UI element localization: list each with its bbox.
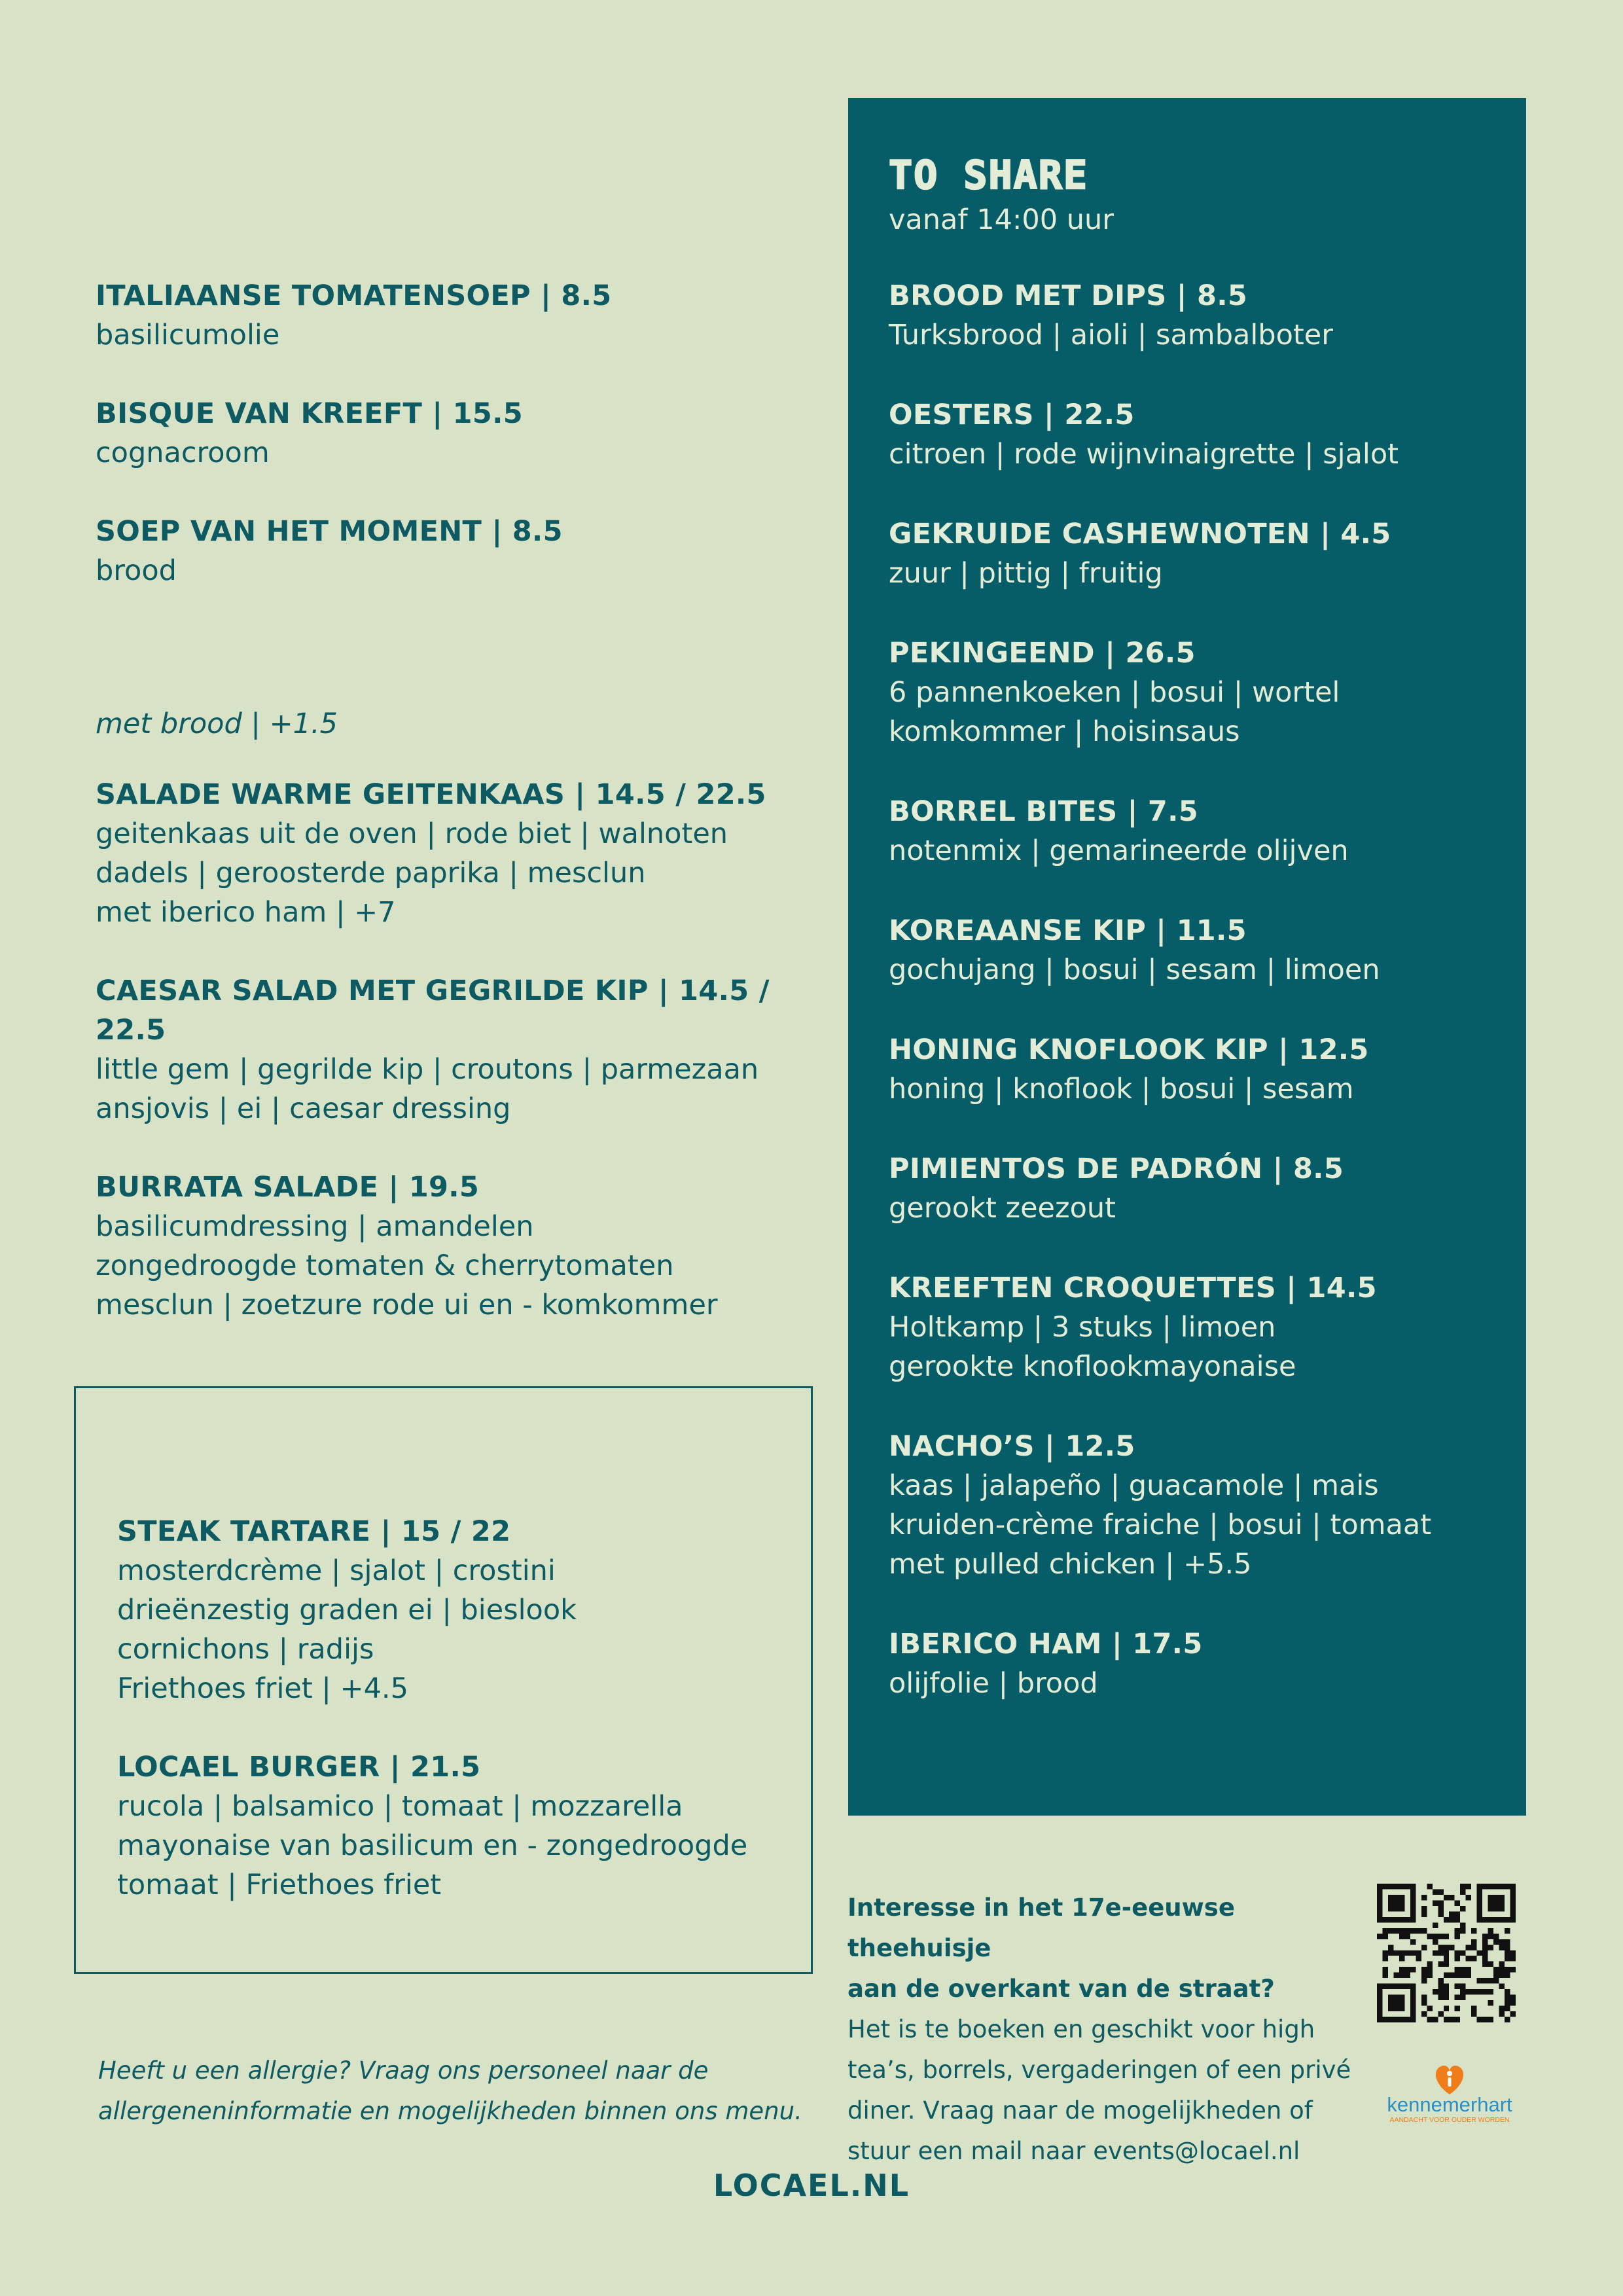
kennemerhart-logo <box>1368 2054 1531 2126</box>
section-title-soep: SOEP <box>96 193 196 239</box>
section-title-to-share: TO SHARE <box>889 152 1088 198</box>
menu-item-description: mayonaise van basilicum en - zongedroogde <box>117 1829 748 1862</box>
menu-item <box>117 1512 798 1708</box>
menu-item-name: CAESAR SALAD MET GEGRILDE KIP | 14.5 / 22.5 <box>96 975 770 1047</box>
logo-name: kennemerhart <box>1387 2093 1512 2116</box>
menu-item <box>889 1268 1504 1386</box>
menu-item-description: met iberico ham | +7 <box>96 896 396 929</box>
menu-item-description: gerookte knoflookmayonaise <box>889 1350 1296 1383</box>
site-url[interactable]: LOCAEL.NL <box>713 2168 910 2203</box>
menu-item-description: mesclun | zoetzure rode ui en - komkommer <box>96 1289 718 1321</box>
menu-item-name: NACHO’S | 12.5 <box>889 1430 1135 1463</box>
menu-item-description: met pulled chicken | +5.5 <box>889 1548 1252 1581</box>
menu-item-name: KOREAANSE KIP | 11.5 <box>889 914 1247 947</box>
menu-item-description: gerookt zeezout <box>889 1192 1116 1225</box>
menu-item <box>889 1624 1504 1703</box>
menu-item <box>96 512 848 590</box>
menu-item-description: 6 pannenkoeken | bosui | wortel <box>889 676 1340 709</box>
to-share-panel <box>848 98 1526 1816</box>
menu-item <box>889 514 1504 593</box>
menu-item <box>96 971 848 1128</box>
logo-tagline: AANDACHT VOOR OUDER WORDEN <box>1389 2116 1510 2124</box>
salade-subtitle: met brood | +1.5 <box>96 708 338 740</box>
menu-item <box>96 394 848 473</box>
menu-item-name: BISQUE VAN KREEFT | 15.5 <box>96 397 523 430</box>
to-share-subtitle: vanaf 14:00 uur <box>889 204 1114 236</box>
menu-item <box>889 1427 1504 1584</box>
section-soep <box>96 193 848 630</box>
menu-item <box>889 634 1504 751</box>
menu-item-name: PEKINGEEND | 26.5 <box>889 637 1196 670</box>
menu-item-name: KREEFTEN CROQUETTES | 14.5 <box>889 1272 1377 1304</box>
menu-item-name: OESTERS | 22.5 <box>889 399 1135 431</box>
menu-item-name: BROOD MET DIPS | 8.5 <box>889 279 1248 312</box>
allergy-note-line: Heeft u een allergie? Vraag ons personeel naar de <box>98 2056 709 2085</box>
theehuis-info <box>847 1888 1364 2172</box>
section-title-all-day: ALL DAY <box>117 1430 292 1476</box>
theehuis-body-line: stuur een mail naar events@locael.nl <box>847 2137 1300 2165</box>
soep-items <box>96 276 848 590</box>
menu-item-name: STEAK TARTARE | 15 / 22 <box>117 1515 511 1548</box>
menu-item-description: brood <box>96 554 177 587</box>
menu-item-description: Friethoes friet | +4.5 <box>117 1672 408 1705</box>
menu-item <box>889 911 1504 990</box>
menu-item-description: dadels | geroosterde paprika | mesclun <box>96 857 646 889</box>
menu-item-description: little gem | gegrilde kip | croutons | parmezaan <box>96 1053 759 1086</box>
menu-item-description: Holtkamp | 3 stuks | limoen <box>889 1311 1276 1344</box>
menu-item-description: tomaat | Friethoes friet <box>117 1869 442 1901</box>
salade-items <box>96 775 848 1325</box>
menu-item-name: SOEP VAN HET MOMENT | 8.5 <box>96 515 563 548</box>
menu-item-description: cornichons | radijs <box>117 1633 374 1666</box>
theehuis-body-line: tea’s, borrels, vergaderingen of een privé <box>847 2056 1351 2084</box>
menu-item-description: basilicumdressing | amandelen <box>96 1210 534 1243</box>
allday-items <box>117 1512 798 1905</box>
menu-item <box>889 395 1504 474</box>
menu-item-description: honing | knoflook | bosui | sesam <box>889 1073 1354 1105</box>
menu-item-description: ansjovis | ei | caesar dressing <box>96 1092 511 1125</box>
menu-item-name: BURRATA SALADE | 19.5 <box>96 1171 480 1204</box>
allergy-note <box>98 2051 851 2132</box>
menu-item-name: ITALIAANSE TOMATENSOEP | 8.5 <box>96 279 612 312</box>
theehuis-heading-line: aan de overkant van de straat? <box>847 1975 1275 2003</box>
menu-item-description: basilicumolie <box>96 319 280 351</box>
menu-item <box>889 792 1504 870</box>
menu-item-description: mosterdcrème | sjalot | crostini <box>117 1554 556 1587</box>
section-title-salade: SALADE <box>96 656 245 702</box>
menu-item <box>889 1149 1504 1228</box>
heart-icon <box>1368 2054 1531 2126</box>
section-to-share <box>889 152 1504 1744</box>
section-salade <box>96 656 848 1364</box>
allergy-note-line: allergeneninformatie en mogelijkheden binnen ons menu. <box>98 2097 802 2125</box>
menu-item-name: BORREL BITES | 7.5 <box>889 795 1198 828</box>
menu-item-description: olijfolie | brood <box>889 1667 1098 1700</box>
menu-item-description: zuur | pittig | fruitig <box>889 557 1163 590</box>
menu-item-name: SALADE WARME GEITENKAAS | 14.5 / 22.5 <box>96 778 766 811</box>
menu-item-description: gochujang | bosui | sesam | limoen <box>889 954 1380 986</box>
menu-item-name: PIMIENTOS DE PADRÓN | 8.5 <box>889 1153 1344 1185</box>
menu-item-description: cognacroom <box>96 437 270 469</box>
theehuis-body-line: Het is te boeken en geschikt voor high <box>847 2015 1315 2043</box>
menu-item-description: geitenkaas uit de oven | rode biet | walnoten <box>96 817 728 850</box>
menu-item <box>96 276 848 355</box>
menu-item-description: komkommer | hoisinsaus <box>889 715 1240 748</box>
menu-item <box>889 276 1504 355</box>
menu-item-description: drieënzestig graden ei | bieslook <box>117 1594 577 1626</box>
theehuis-body-line: diner. Vraag naar de mogelijkheden of <box>847 2096 1313 2125</box>
menu-item-description: citroen | rode wijnvinaigrette | sjalot <box>889 438 1399 471</box>
menu-item <box>96 1168 848 1325</box>
menu-item-name: GEKRUIDE CASHEWNOTEN | 4.5 <box>889 518 1391 550</box>
menu-item-description: notenmix | gemarineerde olijven <box>889 834 1349 867</box>
menu-item-description: kaas | jalapeño | guacamole | mais <box>889 1469 1379 1502</box>
menu-item <box>889 1030 1504 1109</box>
theehuis-heading-line: Interesse in het 17e-eeuwse theehuisje <box>847 1893 1235 1962</box>
menu-item-description: Turksbrood | aioli | sambalboter <box>889 319 1333 351</box>
menu-item-description: rucola | balsamico | tomaat | mozzarella <box>117 1790 683 1823</box>
qr-code-icon[interactable] <box>1377 1884 1516 2022</box>
menu-item-description: kruiden-crème fraiche | bosui | tomaat <box>889 1509 1432 1541</box>
menu-item-name: LOCAEL BURGER | 21.5 <box>117 1751 481 1784</box>
menu-item-description: zongedroogde tomaten & cherrytomaten <box>96 1249 674 1282</box>
menu-item-name: HONING KNOFLOOK KIP | 12.5 <box>889 1033 1369 1066</box>
menu-item <box>117 1748 798 1905</box>
section-all-day <box>117 1430 798 1944</box>
to-share-items <box>889 276 1504 1703</box>
menu-item <box>96 775 848 932</box>
menu-item-name: IBERICO HAM | 17.5 <box>889 1628 1203 1660</box>
